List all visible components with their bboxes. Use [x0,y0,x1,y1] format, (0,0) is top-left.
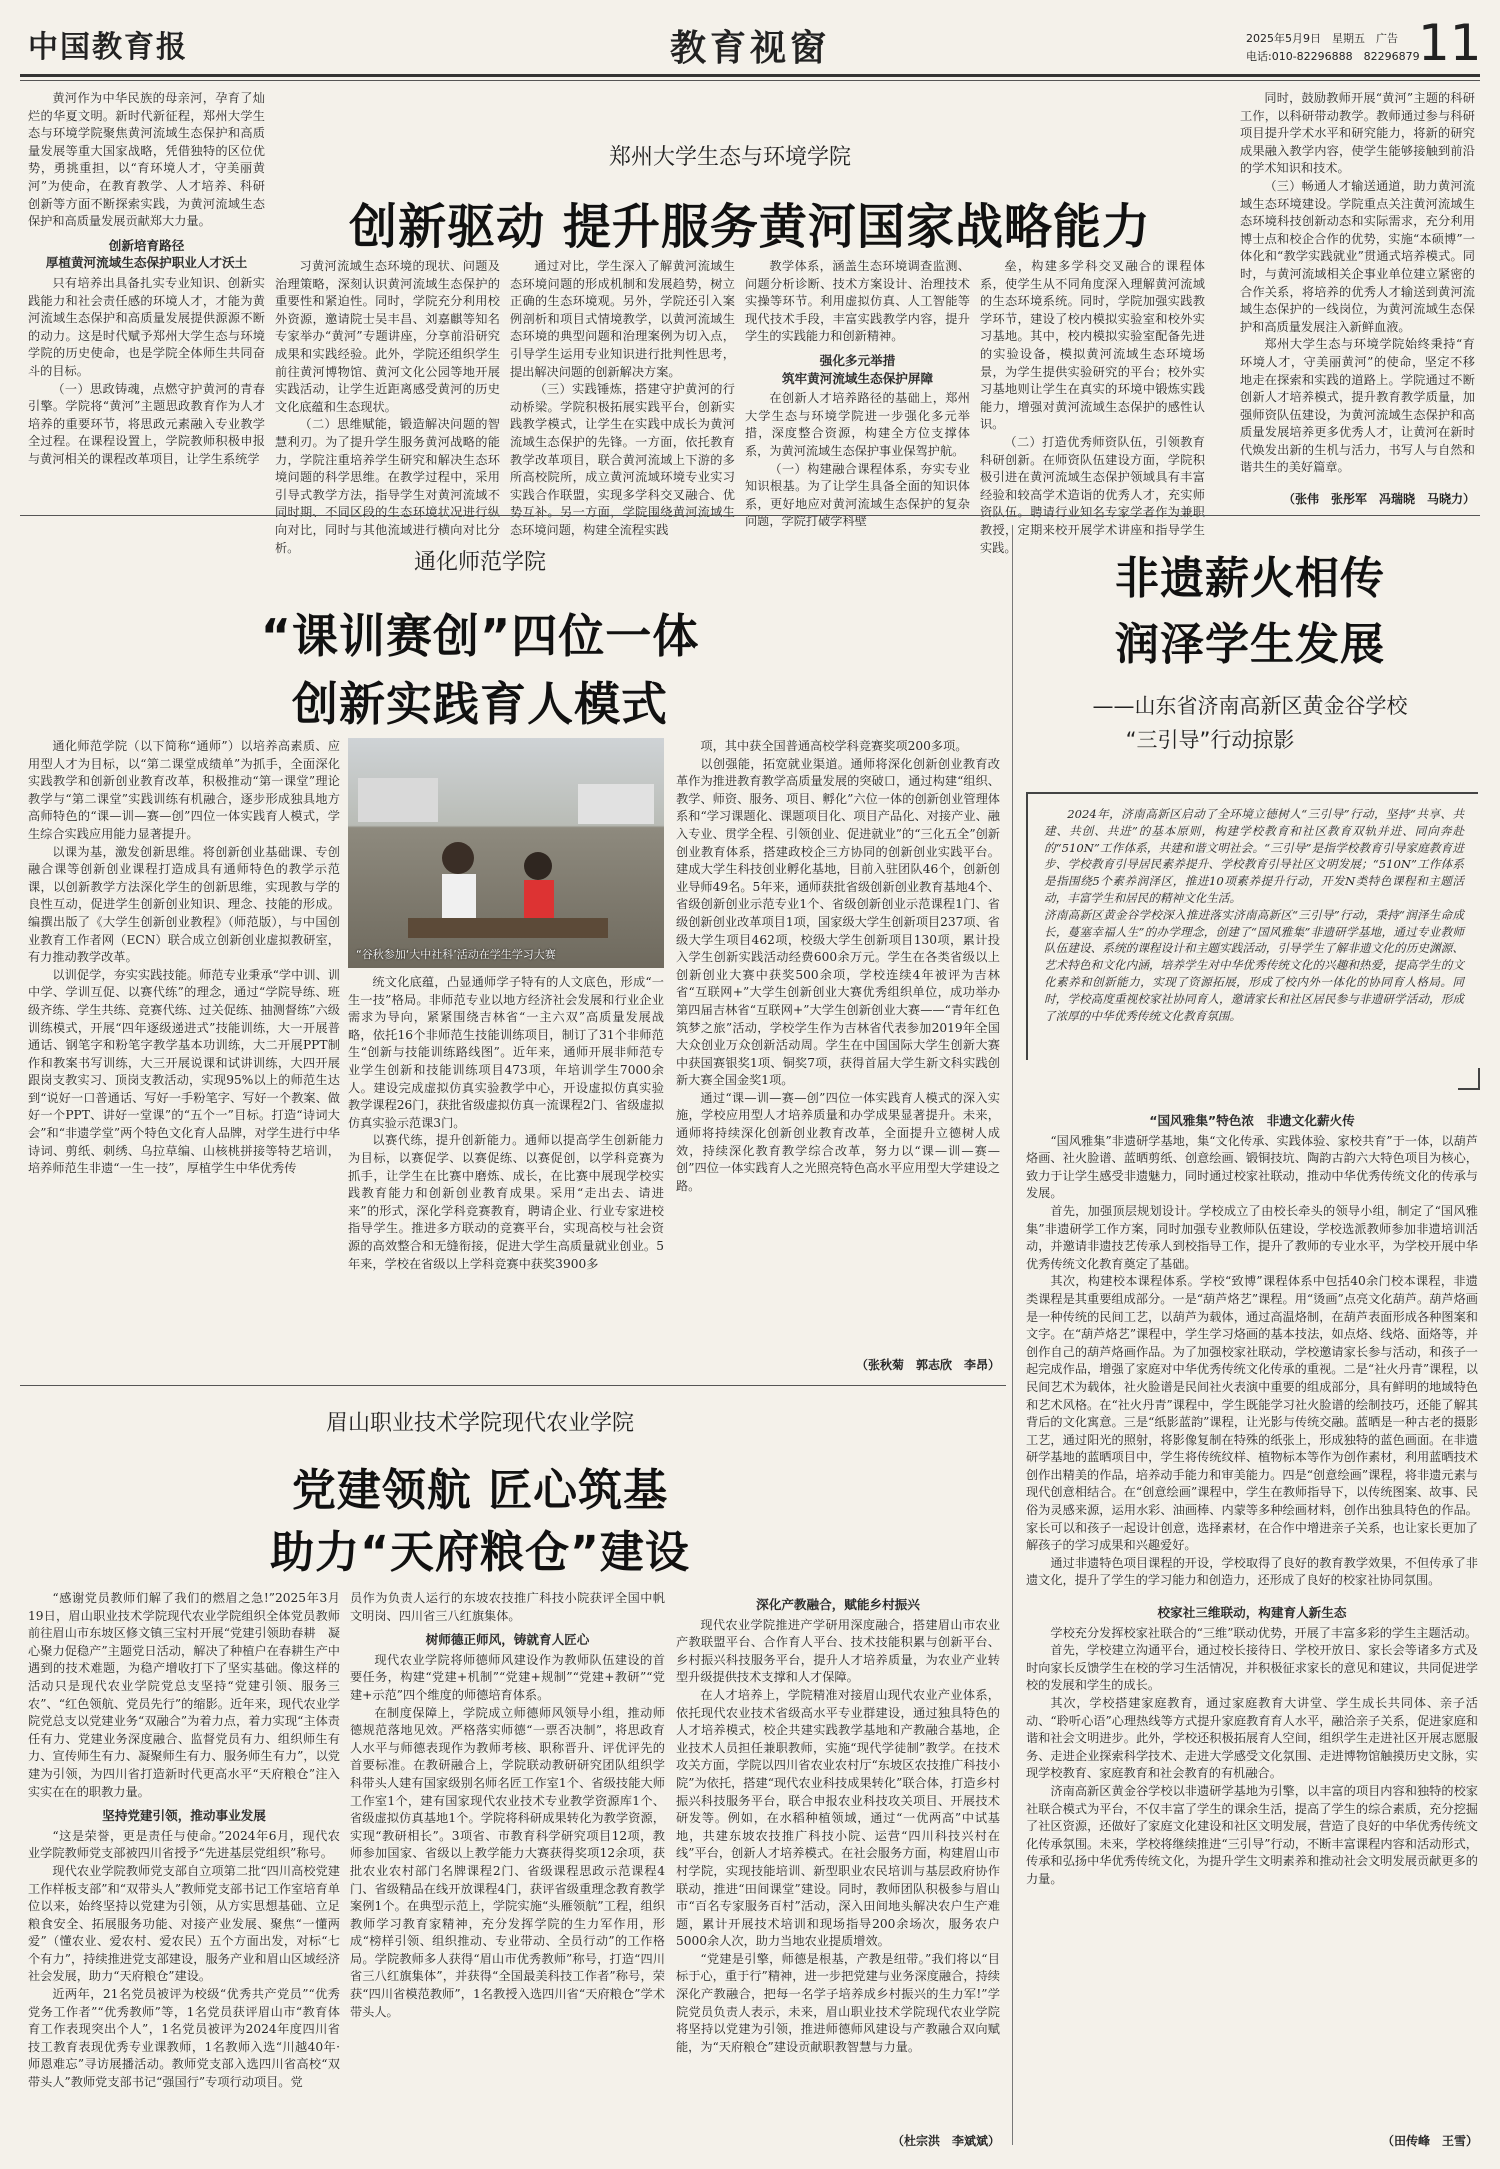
paragraph: “这是荣誉，更是责任与使命。”2024年6月，现代农业学院教师党支部被四川省授予“先进基层党组织”称号。 [28,1828,340,1861]
paragraph: （二）打造优秀师资队伍，引领教育科研创新。在师资队伍建设方面，学院积极引进在黄河流域生态保护领域具有丰富经验和较高学术造诣的优秀人才，充实师资队伍。聘请行业知名专家学者作为兼职教授，定期来校开展学术讲座和指导学生实践。 [980,434,1205,555]
paragraph: 以训促学，夯实实践技能。师范专业秉承“学中训、训中学、学训互促、以赛代练”的理念，通过“学院导练、班级齐练、学生共练、竞赛代练、过关促练、抽测督练”六级训练模式，开展“四年逐级递进式”技能训练，大一开展普通话、钢笔字和粉笔字教学基本功训练，大二开展PPT制作和教案书写训练，大三开展说课和试讲训练，大四开展跟岗支教实习、顶岗支教活动，实现95%以上的师范生达到“说好一口普通话、写好一手粉笔字、写好一个教案、做好一个PPT、讲好一堂课”的“五个一”目标。打造“诗词大会”和“非遗学堂”两个特色文化育人品牌，对学生进行中华诗词、剪纸、刺绣、乌拉草编、山核桃拼接等特艺培训，培养师范生非遗“一生一技”，厚植学生中华优秀传 [28,967,340,1176]
page-number: 11 [1418,14,1482,72]
paragraph: 以课为基，激发创新思维。将创新创业基础课、专创融合课等创新创业课程打造成具有通师特色的教学示范课，以创新教学方法深化学生的创新思维，实现教与学的良性互动，促进学生创新创业知识、理念、技能的形成。编撰出版了《大学生创新创业教程》（师范版），与中国创业教育工作者网（ECN）联合成立创新创业虚拟教研室，有力推动教学改革。 [28,844,340,965]
article-column [1240,90,1475,490]
article-headline: 创新驱动 提升服务黄河国家战略能力 [349,199,1151,255]
article-headline: 助力“天府粮仓”建设 [270,1527,690,1578]
subheading: 校家社三维联动，构建育人新生态 [1157,1605,1347,1621]
subheading: 强化多元举措 筑牢黄河流域生态保护屏障 [781,352,934,386]
article-column [676,738,1000,1353]
article-kicker: 郑州大学生态与环境学院 [608,145,851,170]
masthead-rule-thin [20,80,1480,81]
paragraph: 近两年，21名党员被评为校级“优秀共产党员”“优秀党务工作者”“优秀教师”等，1名党员获评眉山市“教育体育工作表现突出个人”，1名党员被评为2024年度四川省技工教育表现优秀专业课教师，1名教师入选“川越40年·师恩难忘”寻访展播活动。教师党支部入选四川省高校“双带头人”教师党支部书记“强国行”专项行动项目。党 [28,1987,340,2090]
subheading: “国风雅集”特色浓 非遗文化薪火传 [1149,1113,1355,1128]
building [578,784,654,824]
building [358,778,438,822]
article-column [348,974,664,1378]
paragraph: 现代农业学院将师德师风建设作为教师队伍建设的首要任务，构建“党建+机制”“党建+规制”“党建+教研”“党建+示范”四个维度的师德培育体系。 [350,1652,665,1702]
article-column [510,258,735,537]
paragraph: 其次，构建校本课程体系。学校“致博”课程体系中包括40余门校本课程，非遗类课程是其重要组成部分。一是“葫芦烙艺”课程。用“烫画”点亮文化葫芦。葫芦烙画是一种传统的民间工艺，以葫芦为载体，通过高温烙制，在葫芦表面形成各种图案和文字。在“葫芦烙艺”课程中，学生学习烙画的基本技法，如点烙、线烙、面烙等，并创作自己的葫芦烙画作品。为了加强校家社联动，学校邀请家长参与活动，和孩子一起完成作品，增强了家庭对中华优秀传统文化传承的重视。二是“社火丹青”课程，以民间艺术为载体，社火脸谱是民间社火表演中重要的组成部分，具有鲜明的地域特色和艺术风格。在“社火丹青”课程中，学生既能学习社火脸谱的绘制技巧，还能了解其背后的文化寓意。三是“纸影蓝韵”课程，让光影与传统交融。蓝晒是一种古老的摄影工艺，通过阳光的照射，将影像复制在特殊的纸张上，形成独特的蓝色画面。在非遗研学基地的蓝晒项目中，学生将传统纹样、植物标本等作为创作素材，利用蓝晒技术创作出精美的作品，培养动手能力和审美能力。四是“创意绘画”课程，将非遗元素与现代创意相结合。在“创意绘画”课程中，学生在教师指导下，以传统图案、故事、民俗为灵感来源，运用水彩、油画棒、内蒙等多种绘画材料，创作出独具特色的作品。家长可以和孩子一起设计创意，选择素材，在合作中增进亲子关系，也让家长更加了解孩子的学习成果和兴趣爱好。 [1026,1274,1478,1553]
article-signature: （杜宗洪 李斌斌） [891,2134,1000,2148]
subheading: 树师德正师风，铸就育人匠心 [425,1632,590,1648]
article-column [28,1590,340,2150]
article-column [28,90,265,500]
quote-corner [1458,1068,1480,1090]
article-subtitle: ——山东省济南高新区黄金谷学校 [1092,694,1408,718]
masthead-rule [20,74,1480,77]
paragraph: 统文化底蕴，凸显通师学子特有的人文底色，形成“一生一技”格局。非师范专业以地方经济社会发展和行业企业需求为导向，紧紧围绕吉林省“一主六双”高质量发展战略，依托16个非师范生技能训练项目，制订了31个非师范生“创新与技能训练路线图”。近年来，通师开展非师范专业学生创新和技能训练项目473项，年培训学生7000余人。建设完成虚拟仿真实验教学中心，开设虚拟仿真实验教学课程26门，获批省级虚拟仿真一流课程2门、省级虚拟仿真实验示范课3门。 [348,975,664,1130]
phone-line: 电话:010-82296888 82296879 [1246,50,1420,63]
date-line: 2025年5月9日 星期五 广告 [1246,32,1398,45]
paper-name: 中国教育报 [28,30,188,65]
paragraph: 郑州大学生态与环境学院始终秉持“育环境人才，守美丽黄河”的使命，坚定不移地走在探索和实践的道路上。学院通过不断创新人才培养模式，提升教育教学质量，加强师资队伍建设，为黄河流域生态保护和高质量发展培养更多优秀人才，让黄河在新时代焕发出新的生机与活力，书写人与自然和谐共生的美好篇章。 [1240,337,1475,475]
person [442,842,474,874]
article-column [28,738,340,1378]
article-signature: （张秋菊 郭志欣 李昂） [855,1358,1000,1372]
paragraph: 在创新人才培养路径的基础上，郑州大学生态与环境学院进一步强化多元举措，深度整合资源，构建全方位支撑体系，为黄河流域生态保护事业保驾护航。 [745,391,970,458]
paragraph: 同时，鼓励教师开展“黄河”主题的科研工作，以科研带动教学。教师通过参与科研项目提升学术水平和研究能力，将新的研究成果融入教学内容，使学生能够接触到前沿的学术知识和技术。 [1240,91,1475,176]
paragraph: 其次，学校搭建家庭教育，通过家庭教育大讲堂、学生成长共同体、亲子活动、“聆听心语”心理热线等方式提升家庭教育育人水平，融洽亲子关系，促进家庭和谐和社会文明进步。此外，学校还积极拓展育人空间，组织学生走进社区开展志愿服务、走进企业探索科学技术、走进大学感受文化氛围、走进博物馆触摸历史文脉，实现学校教育、家庭教育和社会教育的有机融合。 [1026,1696,1478,1781]
paragraph: （三）实践锤炼，搭建守护黄河的行动桥梁。学院积极拓展实践平台，创新实践教学模式，让学生在实践中成长为黄河流域生态保护的先锋。一方面，依托教育教学改革项目，联合黄河流域上下游的多所高校院所，成立黄河流域环境专业实习实践合作联盟，实现多学科交叉融合、优势互补。另一方面，学院围绕黄河流域生态环境问题，构建全流程实践 [510,382,735,537]
paragraph: （一）思政铸魂，点燃守护黄河的青春引擎。学院将“黄河”主题思政教育作为人才培养的重要环节，将思政元素融入专业教学全过程。在课程设置上，学院教师积极申报与黄河相关的课程改革项目，让学生系统学 [28,381,265,466]
paragraph: 以赛代练，提升创新能力。通师以提高学生创新能力为目标，以赛促学、以赛促练、以赛促创，以学科竞赛为抓手，让学生在比赛中磨炼、成长，在比赛中展现学校实践教育能力和创新创业教育成果。采用“走出去、请进来”的形式，深化学科竞赛教育，聘请企业、行业专家进校指导学生。推进多方联动的竞赛平台，实现高校与社会资源的高效整合和无缝衔接，促进大学生高质量就业创业。5年来，学校在省级以上学科竞赛中获奖3900多 [348,1133,664,1271]
paragraph: 通过非遗特色项目课程的开设，学校取得了良好的教育教学效果，不但传承了非遗文化，提升了学生的学习能力和创造力，还形成了良好的校家社协同氛围。 [1026,1555,1478,1588]
paragraph: 员作为负责人运行的东坡农技推广科技小院获评全国中帆文明岗、四川省三八红旗集体。 [350,1591,665,1623]
paragraph: 只有培养出具备扎实专业知识、创新实践能力和社会责任感的环境人才，才能为黄河流域生态保护和高质量发展提供源源不断的动力。这是时代赋予郑州大学生态与环境学院的历史使命，也是学院全体师生共同奋斗的目标。 [28,275,265,378]
paragraph: 通过对比，学生深入了解黄河流域生态环境问题的形成机制和发展趋势，树立正确的生态环境观。另外，学院还引入案例剖析和项目式情境教学，以黄河流域生态环境的典型问题和治理案例为切入点，引导学生运用专业知识进行批判性思考，提出解决问题的创新解决方案。 [510,259,735,379]
article-photo [348,738,664,968]
article-column [980,258,1205,555]
section-divider [20,515,1480,516]
paragraph: 黄河作为中华民族的母亲河，孕育了灿烂的华夏文明。新时代新征程，郑州大学生态与环境学院聚焦黄河流域生态保护和高质量发展等重大国家战略，凭借独特的区位优势，勇挑重担，以“育环境人才，守美丽黄河”为使命，在教育教学、人才培养、科研创新等方面不断探索实践，为黄河流域生态保护和高质量发展贡献郑大力量。 [28,91,265,229]
paragraph: “国风雅集”非遗研学基地，集“文化传承、实践体验、家校共育”于一体，以葫芦烙画、社火脸谱、蓝晒剪纸、创意绘画、锻铜技坑、陶韵古韵六大特色项目为核心，致力于让学生感受非遗魅力，同时通过校家社联动，推动中华优秀传统文化的传承与发展。 [1026,1133,1478,1201]
paragraph: （一）构建融合课程体系，夯实专业知识根基。为了让学生具备全面的知识体系，更好地应对黄河流域生态保护的复杂问题，学院打破学科壁 [745,461,970,529]
photo-caption: “谷秋参加‘大中社科’活动在学生学习大赛 [356,948,556,961]
article-column [745,258,970,529]
article-headline: 创新实践育人模式 [292,677,668,731]
paragraph: 济南高新区黄金谷学校以非遗研学基地为引擎，以丰富的项目内容和独特的校家社联合模式为平台，不仅丰富了学生的课余生活，提高了学生的综合素质，充分挖掘了社区资源，还做好了家庭文化建设和社区文明发展，营造了良好的中华优秀传统文化传承氛围。未来，学校将继续推进“三引导”行动，不断丰富课程内容和活动形式，传承和弘扬中华优秀传统文化，为提升学生文明素养和推动社会文明发展贡献更多的力量。 [1026,1783,1478,1886]
paragraph: 首先，学校建立沟通平台，通过校长接待日、学校开放日、家长会等诸多方式及时向家长反馈学生在校的学习生活情况，并积极征求家长的意见和建议，共同促进学校的发展和学生的成长。 [1026,1643,1478,1693]
paragraph: 垒，构建多学科交叉融合的课程体系，使学生从不同角度深入理解黄河流域的生态环境系统。同时，学院加强实践教学环节，建设了校内模拟实验室和校外实习基地。其中，校内模拟实验室配备先进的实验设备，模拟黄河流域生态环境场景，为学生提供实验研究的平台；校外实习基地则让学生在真实的环境中锻炼实践能力，增强对黄河流域生态保护的感性认识。 [980,259,1205,432]
article-headline: 非遗薪火相传 [1115,553,1385,604]
quote-box [1026,792,1478,1060]
paragraph: “党建是引擎，师德是根基，产教是纽带。”我们将以“目标于心，重于行”精神，进一步把党建与业务深度融合，持续深化产教融合，把每一名学子培养成乡村振兴的生力军!”学院党员负责人表示，未来，眉山职业技术学院现代农业学院将坚持以党建为引领，推进师德师风建设与产教融合双向赋能，为“天府粮仓”建设贡献职教智慧与力量。 [676,1951,1000,2054]
article-column [676,1590,1000,2125]
subheading: 深化产教融合，赋能乡村振兴 [756,1597,920,1612]
paragraph: 现代农业学院推进产学研用深度融合，搭建眉山市农业产教联盟平台、合作育人平台、技术技能积累与创新平台、乡村振兴科技服务平台，提升人才培养质量，为农业产业转型升级提供技术支撑和人才保障。 [676,1617,1000,1685]
column-divider [1012,525,1013,2145]
paragraph: （二）思维赋能，锻造解决问题的智慧利刃。为了提升学生服务黄河战略的能力，学院注重培养学生研究和解决生态环境问题的科学思维。在教学过程中，采用引导式教学方法，指导学生对黄河流域不同时期、不同区段的生态环境状况进行纵向对比，同时与其他流域进行横向对比分析。 [275,417,500,555]
paragraph: 教学体系，涵盖生态环境调查监测、问题分析诊断、技术方案设计、治理技术实操等环节。利用虚拟仿真、人工智能等现代技术手段，丰富实践教学内容，提升学生的实践能力和创新精神。 [745,259,970,344]
article-kicker: 眉山职业技术学院现代农业学院 [325,1411,634,1436]
article-headline: 党建领航 匠心筑基 [291,1465,669,1516]
article-column [350,1590,665,2150]
article-signature: （张伟 张彤军 冯瑞晓 马晓力） [1282,492,1475,506]
paragraph: 首先，加强顶层规划设计。学校成立了由校长牵头的领导小组，制定了“国风雅集”非遗研学工作方案，同时加强专业教师队伍建设，学校选派教师参加非遗培训活动，并邀请非遗技艺传承人到校指导工作，提升了教师的专业水平，为学校开展中华优秀传统文化教育奠定了基础。 [1026,1203,1478,1271]
paragraph: 学校充分发挥校家社联合的“三维”联动优势，开展了丰富多彩的学生主题活动。 [1050,1625,1478,1640]
article-column [1026,1106,1478,2091]
article-headline: “课训赛创”四位一体 [260,609,700,663]
paragraph: 在制度保障上，学院成立师德师风领导小组，推动师德规范落地见效。严格落实师德“一票否决制”，将思政育人水平与师德表现作为教师考核、职称晋升、评优评先的首要标准。在教研融合上，学院联动教研研究团队组织学科带头人建有国家级别名师名匠工作室1个、省级技能大师工作室1个，建有国家现代农业技术专业教学资源库1个、省级虚拟仿真基地1个。学院将科研成果转化为教学资源，实现“教研相长”。3项省、市教育科学研究项目12项，教师参加国家、省级以上教学能力大赛获得奖项12余项，获批农业农村部门名牌课程2门、省级课程思政示范课程4门、省级精品在线开放课程4门，获评省级重理念教育教学案例1个。在典型示范上，学院实施“头雁领航”工程，组织教师学习教育家精神，充分发挥学院的生力军作用，形成“榜样引领、组织推动、专业带动、全员行动”的工作格局。学院教师多人获得“眉山市优秀教师”称号，打造“四川省三八红旗集体”，并获得“全国最美科技工作者”称号，荣获“四川省模范教师”，1名教授入选四川省“天府粮仓”学术带头人。 [350,1705,665,2019]
paragraph: 通化师范学院（以下简称“通师”）以培养高素质、应用型人才为目标，以“第二课堂成绩单”为抓手，全面深化实践教学和创新创业教育改革，积极推动“第一课堂”理论教学与“第二课堂”实践训练有机融合，逐步形成独具地方高师特色的“课—训—赛—创”四位一体实践育人模式，学生综合实践应用能力显著提升。 [28,739,340,841]
paragraph: 通过“课—训—赛—创”四位一体实践育人模式的深入实施，学校应用型人才培养质量和办学成果显著提升。未来，通师将持续深化创新创业教育改革，全面提升立德树人成效，持续深化教育教学综合改革，努力以“课—训—赛—创”四位一体实践育人之光照亮特色高水平应用型大学建设之路。 [676,1090,1000,1193]
subheading: 坚持党建引领，推动事业发展 [102,1808,266,1824]
person [442,874,476,924]
photo-scene [348,738,664,968]
article-subtitle: “三引导”行动掠影 [1125,728,1295,752]
table [408,918,608,938]
article-signature: （田传峰 王雪） [1381,2134,1478,2148]
section-divider [20,1385,1006,1386]
person [524,880,554,924]
paragraph: 习黄河流域生态环境的现状、问题及治理策略，深刻认识黄河流域生态保护的重要性和紧迫性。同时，学院充分利用校外资源，邀请院士吴丰昌、刘嘉麒等知名专家举办“黄河”专题讲座，分享前沿研究成果和实践经验。此外，学院还组织学生前往黄河博物馆、黄河文化公园等地开展实践活动，让学生近距离感受黄河的历史文化底蕴和生态现状。 [275,259,500,414]
article-kicker: 通化师范学院 [413,550,546,575]
article-headline: 润泽学生发展 [1115,619,1385,670]
paragraph: 现代农业学院教师党支部自立项第二批“四川高校党建工作样板支部”和“双带头人”教师党支部书记工作室培育单位以来，始终坚持以党建为引领，从方实思想基础、立足粮食安全、拓展服务功能、对接产业发展、聚焦“一懂两爱”（懂农业、爱农村、爱农民）五个方面出发，对标“七个有力”，持续推进党支部建设，服务产业和眉山区域经济社会发展，助力“天府粮仓”建设。 [28,1863,340,1984]
quote-text: 2024年，济南高新区启动了全环境立德树人“三引导”行动，坚持“共享、共建、共创、共进”的基本原则，构建学校教育和社区教育双轨并进、同向奔赴的“510N”工作体系，共建和谐文明社会。“三引导”是指学校教育引导家庭教育进步、学校教育引导居民素养提升、学校教育引导社区文明发展；“510N”工作体系是指围绕5个素养润泽区，推进10项素养提升行动，开发N类特色课程和主题活动，丰富学生和居民的精神文化生活。 济南高新区黄金谷学校深入推进落实济南高新区“三引导”行动，秉持“润泽生命成长，蔓塞幸福人生”的办学理念，创建了“国风雅集”非遗研学基地，通过专业教师队伍建设、系统的课程设计和主题实践活动，引导学生了解非遗文化的历史渊源、艺术特色和文化内涵，培养学生对中华优秀传统文化的兴趣和热爱，提高学生的文化素养和创新能力，实现了资源拓展，形成了校内外一体化的协同育人格局。同时，学校高度重视校家社协同育人，邀请家长和社区居民参与非遗研学活动，形成了浓厚的中华优秀传统文化教育氛围。 [1044,807,1464,1023]
person [524,852,552,880]
paragraph: 项，其中获全国普通高校学科竞赛奖项200多项。 [700,739,968,753]
article-column [275,258,500,555]
paragraph: “感谢党员教师们解了我们的燃眉之急!”2025年3月19日，眉山职业技术学院现代农业学院组织全体党员教师前往眉山市东坡区修文镇三宝村开展“党建引领助春耕 凝心聚力促稳产”主题党日活动，解决了种植户在春耕生产中遇到的技术难题，为稳产增收打下了坚实基础。像这样的活动只是现代农业学院党总支坚持“党建引领、服务三农”、“红色领航、党员先行”的缩影。近年来，现代农业学院党总支以党建业务“双融合”为着力点，着力实现“主体责任有力、党建业务深度融合、监督党员有力、组织师生有力、宣传师生有力、凝聚师生有力、服务师生有力”，以党建为引领，为四川省打造新时代更高水平“天府粮仓”注入实实在在的职教力量。 [28,1591,340,1799]
paragraph: 在人才培养上，学院精准对接眉山现代农业产业体系，依托现代农业技术省级高水平专业群建设，通过独具特色的人才培养模式，校企共建实践教学基地和产教融合基地，企业技术人员担任兼职教师，实施“现代学徒制”教学。在技术攻关方面，学院以四川省农业农村厅“东坡区农技推广科技小院”为依托，搭建“现代农业科技成果转化”联合体，打造乡村振兴科技服务平台，联合申报农业科技攻关项目、开展技术研发等。例如，在水稻种植领域，通过“一优两高”中试基地，共建东坡农技推广科技小院、运营“四川科技兴村在线”平台，创新人才培养模式。在社会服务方面，构建眉山市村学院，实现技能培训、新型职业农民培训与基层政府协作联动，推进“田间课堂”建设。同时，教师团队积极参与眉山市“百名专家服务百村”活动，深入田间地头解决农户生产难题，累计开展技术培训和现场指导200余场次，服务农户5000余人次，助力当地农业提质增效。 [676,1687,1000,1949]
paragraph: （三）畅通人才输送通道，助力黄河流域生态环境建设。学院重点关注黄河流域生态环境科技创新动态和实际需求，充分利用博士点和校企合作的优势，实施“本硕博”一体化和“教学实践就业”贯通式培养模式。同时，与黄河流域相关企事业单位建立紧密的合作关系，将培养的优秀人才输送到黄河流域生态保护的一线岗位，为黄河流域生态保护和高质量发展注入新鲜血液。 [1240,178,1475,334]
section-title: 教育视窗 [669,28,830,69]
paragraph: 以创强能，拓宽就业渠道。通师将深化创新创业教育改革作为推进教育教学高质量发展的突破口，通过构建“组织、教学、师资、服务、项目、孵化”六位一体的创新创业管理体系和“学习课题化、课题项目化、项目产品化、对接产业、融入专业、贯学全程、引领创业、促进就业”的“三化五全”创新创业教育体系，搭建政校企三方协同的创新创业实践平台。建成大学生科技创业孵化基地，目前入驻团队46个，创新创业导师49名。5年来，通师获批省级创新创业教育基地4个、省级创新创业示范专业1个、省级创新创业示范课程1门、省级创新创业改革项目1项，国家级大学生创新项目237项、省级大学生项目462项，校级大学生创新项目130项，累计投入学生创新实践活动经费600余万元。学生在各类省级以上创新创业大赛中获奖500余项，学校连续4年被评为吉林省“互联网+”大学生创新创业大赛优秀组织单位，成功举办第四届吉林省“互联网+”大学生创新创业大赛——“青年红色筑梦之旅”活动，学校学生作为吉林省代表参加2019年全国大众创业万众创新活动周。学生在中国国际大学生创新大赛中获国赛银奖1项、铜奖7项，获得首届大学生新文科实践创新大赛全国金奖1项。 [676,756,1000,1088]
subheading: 创新培育路径 厚植黄河流域生态保护职业人才沃土 [45,237,248,271]
